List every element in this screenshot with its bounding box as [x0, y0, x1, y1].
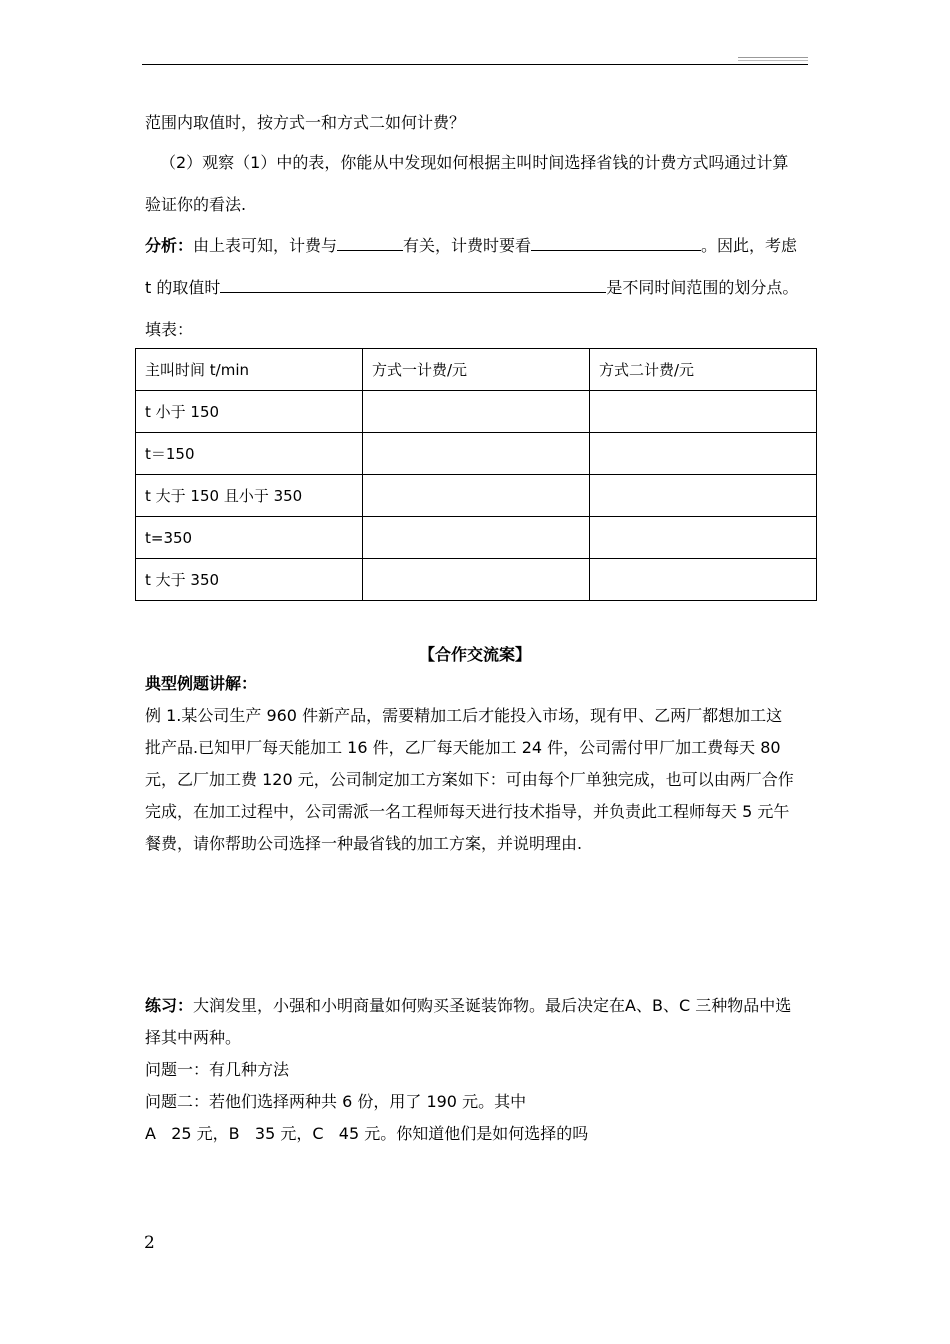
table-cell[interactable] [590, 559, 817, 601]
table-header-row [136, 349, 817, 391]
table-cell: t 大于 350 [136, 559, 363, 601]
practice-question-2: 问题二：若他们选择两种共 6 份，用了 190 元。其中 [145, 1092, 527, 1111]
analysis-text-b: 有关，计费时要看 [403, 236, 532, 255]
table-row [136, 391, 817, 433]
table-row [136, 559, 817, 601]
table-cell[interactable] [363, 517, 590, 559]
analysis-label: 分析： [145, 236, 194, 255]
analysis-line-2 [145, 278, 798, 298]
intro-line: 范围内取值时，按方式一和方式二如何计费？ [145, 113, 466, 132]
table-cell[interactable] [590, 517, 817, 559]
table-cell[interactable] [363, 391, 590, 433]
example-line: 完成，在加工过程中，公司需派一名工程师每天进行技术指导，并负责此工程师每天 5 元午 [145, 802, 790, 821]
analysis-text-a: 由上表可知，计费与 [193, 236, 338, 255]
table-cell[interactable] [590, 433, 817, 475]
table-cell[interactable] [590, 475, 817, 517]
analysis-line-1 [145, 236, 797, 256]
fill-table-label: 填表： [145, 320, 194, 339]
table-cell: t=350 [136, 517, 363, 559]
example-line: 餐费，请你帮助公司选择一种最省钱的加工方案，并说明理由. [145, 834, 583, 853]
header-decoration [738, 57, 808, 58]
fee-table [135, 348, 817, 601]
example-heading: 典型例题讲解： [145, 674, 258, 693]
practice-line-2: 择其中两种。 [145, 1028, 242, 1047]
header-cell: 方式一计费/元 [363, 349, 590, 391]
blank-1[interactable] [337, 236, 403, 251]
table-cell[interactable] [363, 559, 590, 601]
example-line: 例 1.某公司生产 960 件新产品，需要精加工后才能投入市场，现有甲、乙两厂都想加工这 [145, 706, 783, 725]
table-cell: t＝150 [136, 433, 363, 475]
analysis-text-d: t 的取值时 [145, 278, 221, 297]
table-cell: t 小于 150 [136, 391, 363, 433]
blank-3[interactable] [220, 278, 606, 293]
analysis-text-c: 。因此，考虑 [701, 236, 798, 255]
question-2-line-2: 验证你的看法. [145, 195, 247, 214]
header-cell: 主叫时间 t/min [136, 349, 363, 391]
header-decoration-2 [738, 60, 808, 61]
table-cell: t 大于 150 且小于 350 [136, 475, 363, 517]
table-cell[interactable] [590, 391, 817, 433]
table-cell[interactable] [363, 433, 590, 475]
analysis-text-e: 是不同时间范围的划分点。 [606, 278, 799, 297]
header-cell: 方式二计费/元 [590, 349, 817, 391]
blank-2[interactable] [531, 236, 701, 251]
question-2-line-1: （2）观察（1）中的表，你能从中发现如何根据主叫时间选择省钱的计费方式吗通过计算 [160, 153, 789, 172]
practice-question-3: A 25 元，B 35 元，C 45 元。你知道他们是如何选择的吗 [145, 1124, 589, 1143]
table-row [136, 475, 817, 517]
header-rule [142, 64, 808, 65]
practice-label: 练习： [145, 996, 194, 1015]
practice-line-1 [145, 996, 791, 1016]
table-row [136, 517, 817, 559]
example-line: 元，乙厂加工费 120 元，公司制定加工方案如下：可由每个厂单独完成，也可以由两厂合作 [145, 770, 794, 789]
section-title: 【合作交流案】 [418, 645, 531, 664]
table-cell[interactable] [363, 475, 590, 517]
page-number: 2 [144, 1233, 155, 1253]
example-line: 批产品.已知甲厂每天能加工 16 件，乙厂每天能加工 24 件，公司需付甲厂加工费每天 80 [145, 738, 781, 757]
practice-text: 大润发里，小强和小明商量如何购买圣诞装饰物。最后决定在A、B、C 三种物品中选 [193, 996, 792, 1015]
table-row [136, 433, 817, 475]
practice-question-1: 问题一：有几种方法 [145, 1060, 290, 1079]
